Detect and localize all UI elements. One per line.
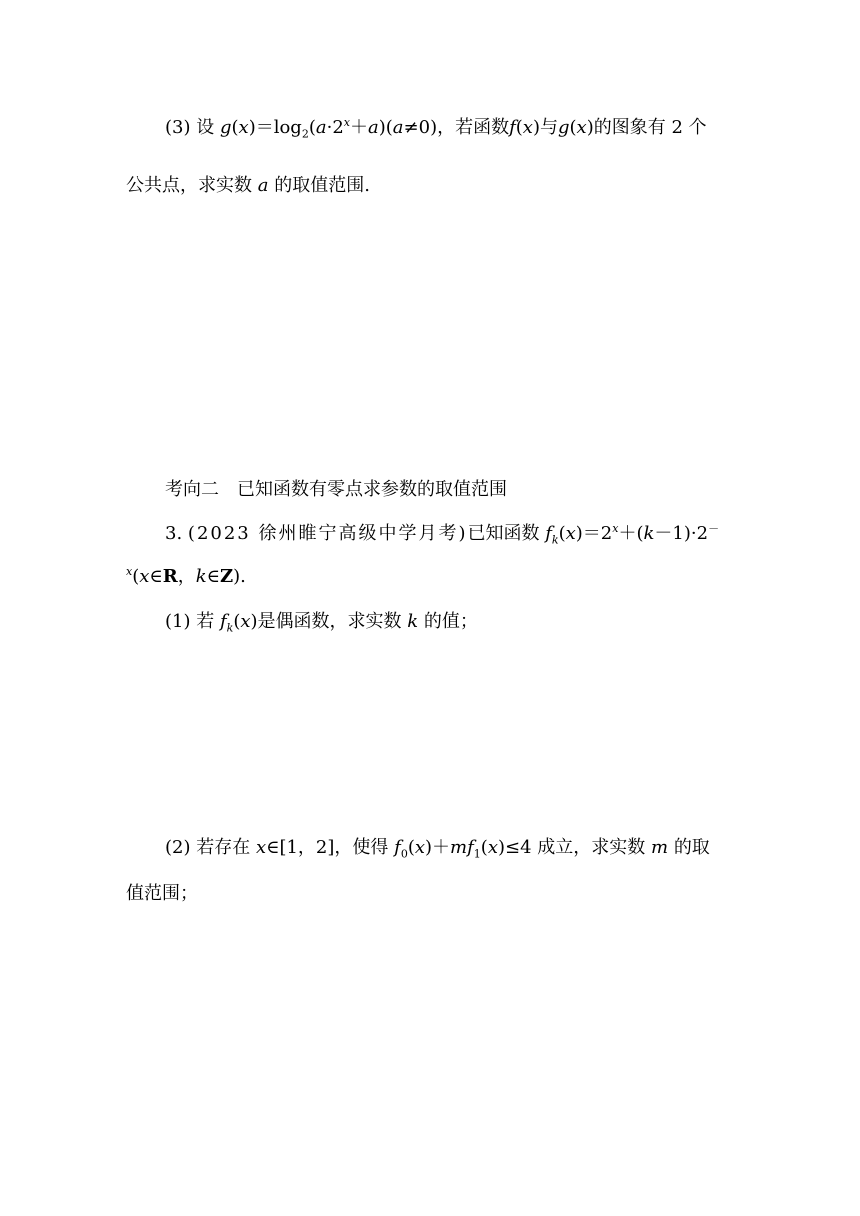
part-label: (2) [165,837,191,858]
sub-k: k [551,533,559,547]
exponent-x: x [126,565,133,578]
var-x: x [565,523,576,544]
var-x: x [238,117,249,138]
var-x: x [487,837,498,858]
var-k: k [195,566,207,587]
text: 的图象有 2 个 [593,117,707,138]
set-Z: Z [219,566,234,587]
problem-source: (2023 徐州睢宁高级中学月考) [187,523,468,544]
var-a: a [392,117,404,138]
exponent-minus: － [708,522,720,535]
text: ＋( [618,523,644,544]
var-f: f [545,523,552,544]
text: ∈ [149,566,163,587]
text: ＋ [432,837,451,858]
var-x: x [414,837,425,858]
var-g: g [557,117,570,138]
part1-line: (1) 若 $f_k(x)$是偶函数，求实数 k 的值； [165,611,478,635]
text: 若 [196,611,215,632]
var-x: x [240,611,251,632]
var-x: x [522,117,533,138]
text: 若存在 [196,837,251,858]
text: 与 [539,117,558,138]
text: ， [177,566,196,587]
text: ∈ [206,566,220,587]
problem-number: 3. [165,523,183,544]
text: ∈[1，2]，使得 [266,837,389,858]
var-k: k [407,611,419,632]
q3-part3-line1: (3) 设 $g(x)=\log_2(a\cdot 2^x+a)(a\ne 0)$，若函数f(x)与g(x)的图象有 2 个 [165,116,707,141]
sub-k: k [226,621,234,635]
set-R: R [162,566,178,587]
problem3-line1: 3. (2023 徐州睢宁高级中学月考)已知函数 $f_k(x)=2^x+(k-1)\cdot 2^-$ [165,522,720,547]
text: 的取 [673,837,710,858]
var-f: f [509,117,516,138]
var-m: m [651,837,669,858]
text: ＋ [350,117,369,138]
var-a: a [257,175,269,196]
text: 的值； [423,611,478,632]
text: 公共点，求实数 [126,175,252,196]
text: ＝log [255,117,302,138]
part-label: (1) [165,611,191,632]
sub-0: 0 [400,847,408,861]
part2-line2 [126,880,198,908]
var-x: x [255,837,267,858]
var-k: k [643,523,655,544]
text: －1)·2 [654,523,709,544]
exponent-x: x [343,116,351,129]
sub-1: 1 [473,847,481,861]
var-x: x [139,566,150,587]
section-title: 考向二 已知函数有零点求参数的取值范围 [165,479,507,500]
part-label: (3) [165,117,191,138]
text: ). [233,566,246,587]
var-f: f [467,837,474,858]
text: ＝2 [582,523,613,544]
text: ≠0)，若函数 [403,117,510,138]
var-f: f [219,611,227,632]
log-base: 2 [301,127,309,141]
var-a: a [315,117,327,138]
text: ≤4 成立，求实数 [505,837,646,858]
section-heading [165,476,507,504]
q3-part3-line2 [126,172,370,200]
problem3-line2: $^x$(x∈R，k∈Z). [126,565,246,587]
exponent-x: x [612,522,619,535]
var-f: f [394,837,401,858]
text: 的取值范围. [274,175,370,196]
part2-line1: (2) 若存在 x∈[1，2]，使得 $f_0(x)+mf_1(x)\le 4$ 成立，求实数 m 的取 [165,837,710,861]
var-x: x [576,117,587,138]
var-m: m [450,837,468,858]
var-a: a [368,117,379,138]
var-g: g [219,117,232,138]
text: 值范围； [126,883,198,904]
text: 是偶函数，求实数 [257,611,402,632]
text: 已知函数 [467,523,540,544]
text: ·2 [326,117,344,138]
text: 设 [196,117,215,138]
